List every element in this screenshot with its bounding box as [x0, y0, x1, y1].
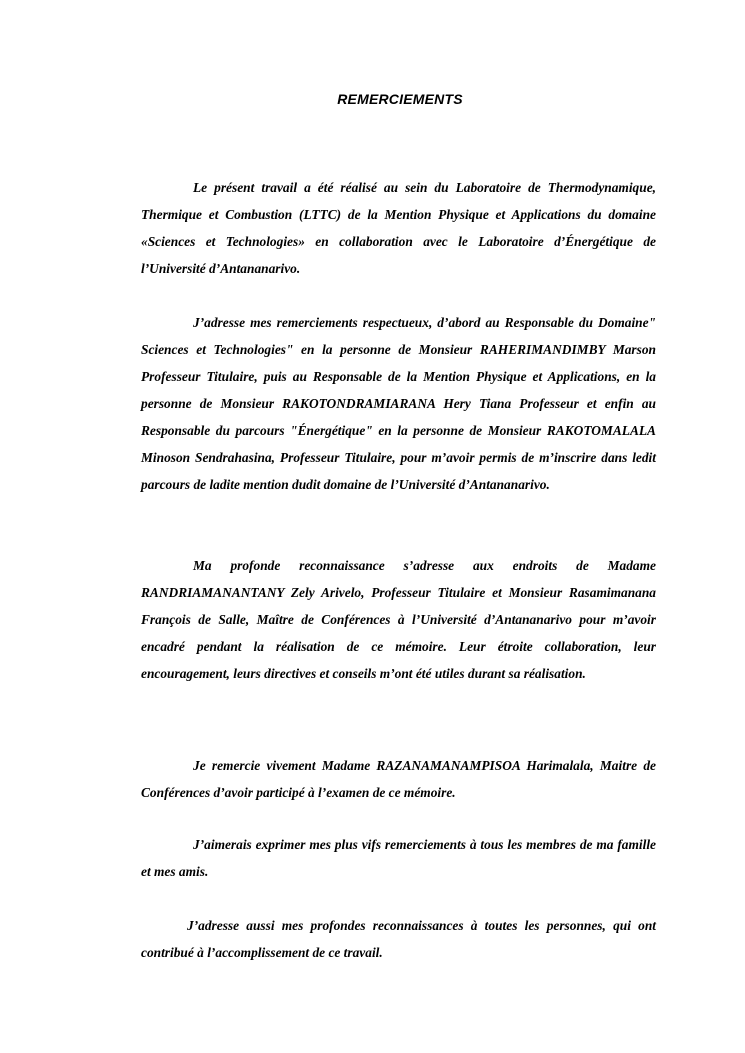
paragraph-famille: J’aimerais exprimer mes plus vifs remerciements à tous les membres de ma famille et mes amis.: [141, 837, 656, 879]
paragraph-examinateur: Je remercie vivement Madame RAZANAMANAMPISOA Harimalala, Maitre de Conférences d’avoir participé à l’examen de ce mémoire.: [141, 758, 656, 800]
paragraph-responsables: J’adresse mes remerciements respectueux, d’abord au Responsable du Domaine" Sciences et Technologies" en la personne de Monsieur RAHERIMANDIMBY Marson Professeur Titulaire, puis au Responsable de la Mention Physique et Applications, en la personne de Monsieur RAKOTONDRAMIARANA Hery Tiana Professeur et enfin au Responsable du parcours "Énergétique" en la personne de Monsieur RAKOTOMALALA Minoson Sendrahasina, Professeur Titulaire, pour m’avoir permis de m’inscrire dans ledit parcours de ladite mention dudit domaine de l’Université d’Antananarivo.: [141, 315, 656, 492]
paragraph-encadreurs: Ma profonde reconnaissance s’adresse aux endroits de Madame RANDRIAMANANTANY Zely Arivelo, Professeur Titulaire et Monsieur Rasamimanana François de Salle, Maître de Conférences à l’Université d’Antananarivo pour m’avoir encadré pendant la réalisation de ce mémoire. Leur étroite collaboration, leur encouragement, leurs directives et conseils m’ont été utiles durant sa réalisation.: [141, 558, 656, 681]
paragraph-personnes: J’adresse aussi mes profondes reconnaissances à toutes les personnes, qui ont contribué à l’accomplissement de ce travail.: [141, 918, 656, 960]
page-title: REMERCIEMENTS: [337, 91, 463, 107]
paragraph-laboratory: Le présent travail a été réalisé au sein du Laboratoire de Thermodynamique, Thermique et Combustion (LTTC) de la Mention Physique et Applications du domaine «Sciences et Technologies» en collaboration avec le Laboratoire d’Énergétique de l’Université d’Antananarivo.: [141, 180, 656, 276]
